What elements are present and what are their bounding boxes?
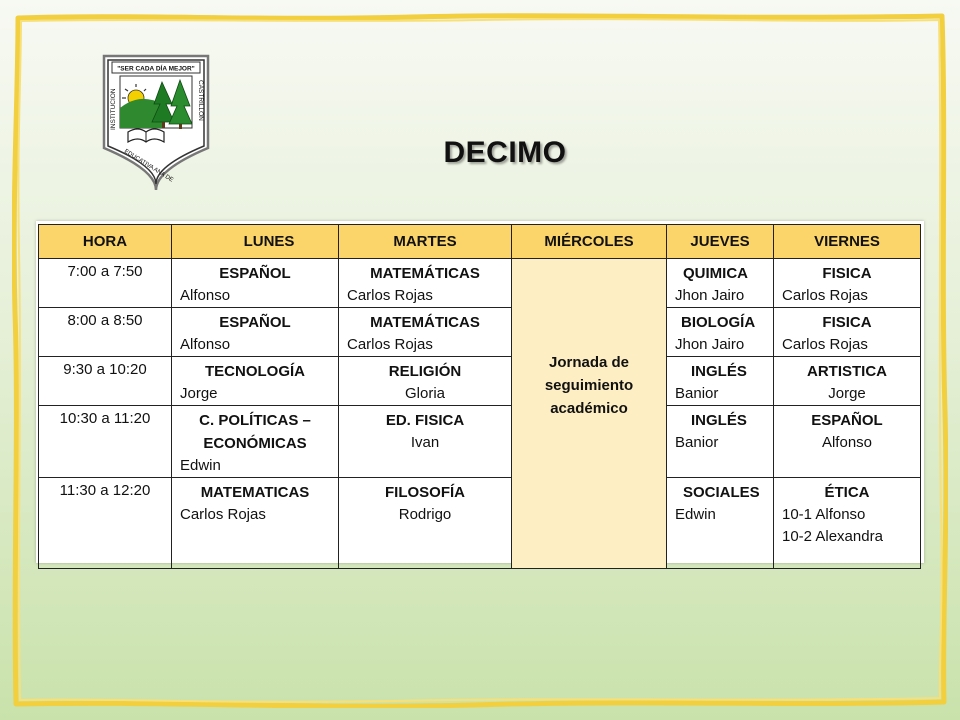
subject-label: INGLÉS	[691, 412, 747, 429]
teacher-label: Carlos Rojas	[782, 336, 868, 353]
teacher-label: Edwin	[180, 457, 221, 474]
subject-label: ESPAÑOL	[811, 412, 883, 429]
miercoles-jornada-cell	[512, 259, 667, 569]
teacher-label: Ivan	[410, 434, 440, 451]
header-martes: MARTES	[339, 225, 512, 259]
subject-label: SOCIALES	[683, 484, 760, 501]
header-jueves: JUEVES	[667, 225, 774, 259]
table-row	[39, 357, 921, 406]
logo-ring-left: INSTITUCION	[110, 88, 117, 130]
schedule-table-container	[36, 221, 924, 563]
lunes-cell	[172, 478, 339, 569]
teacher-label: Banior	[675, 385, 719, 402]
logo-motto: "SER CADA DÍA MEJOR"	[117, 65, 195, 73]
table-row	[39, 406, 921, 478]
teacher-label: Alfonso	[180, 287, 231, 304]
teacher-label: Jhon Jairo	[675, 287, 745, 304]
subject-label: FISICA	[822, 265, 872, 282]
header-viernes: VIERNES	[774, 225, 921, 259]
martes-cell	[339, 357, 512, 406]
jueves-cell	[667, 259, 774, 308]
teacher-label: Carlos Rojas	[347, 336, 433, 353]
martes-cell	[339, 406, 512, 478]
teacher-label: Jhon Jairo	[675, 336, 745, 353]
subject-label: C. POLÍTICAS –	[199, 412, 311, 429]
teacher-label-2: 10-2 Alexandra	[782, 528, 883, 545]
lunes-cell	[172, 259, 339, 308]
schedule-table	[38, 224, 921, 569]
teacher-label: Carlos Rojas	[180, 506, 266, 523]
subject-label: RELIGIÓN	[388, 363, 462, 380]
viernes-cell	[774, 357, 921, 406]
teacher-label: Jorge	[180, 385, 218, 402]
martes-cell	[339, 478, 512, 569]
header-miercoles: MIÉRCOLES	[512, 225, 667, 259]
lunes-cell	[172, 357, 339, 406]
jueves-cell	[667, 478, 774, 569]
subject-label: ÉTICA	[824, 484, 870, 501]
subject-label: ED. FISICA	[385, 412, 465, 429]
lunes-cell	[172, 406, 339, 478]
teacher-label: Alfonso	[180, 336, 231, 353]
subject-label: ARTISTICA	[807, 363, 887, 380]
viernes-cell	[774, 259, 921, 308]
teacher-label: Banior	[675, 434, 719, 451]
teacher-label: 10-1 Alfonso	[782, 506, 866, 523]
jueves-cell	[667, 406, 774, 478]
teacher-label: Edwin	[675, 506, 716, 523]
teacher-label: Carlos Rojas	[347, 287, 433, 304]
subject-label: ESPAÑOL	[219, 314, 291, 331]
jueves-cell	[667, 357, 774, 406]
jornada-line: Jornada de	[548, 354, 630, 371]
table-row	[39, 308, 921, 357]
viernes-cell	[774, 308, 921, 357]
viernes-cell	[774, 478, 921, 569]
jueves-cell	[667, 308, 774, 357]
subject-label: ESPAÑOL	[219, 265, 291, 282]
subject-label: MATEMATICAS	[200, 484, 310, 501]
martes-cell	[339, 259, 512, 308]
subject-label: INGLÉS	[691, 363, 747, 380]
table-row	[39, 259, 921, 308]
subject-label: FILOSOFÍA	[385, 484, 465, 501]
time-cell: 7:00 a 7:50	[39, 259, 172, 308]
teacher-label: Rodrigo	[398, 506, 452, 523]
teacher-label: Jorge	[828, 385, 866, 402]
subject-label: BIOLOGÍA	[681, 314, 756, 331]
lunes-cell	[172, 308, 339, 357]
jornada-line: seguimiento	[544, 377, 634, 394]
time-cell: 10:30 a 11:20	[39, 406, 172, 478]
viernes-cell	[774, 406, 921, 478]
logo-ring-bottom: EDUCATIVA ANA DE	[122, 148, 175, 184]
teacher-label: Alfonso	[821, 434, 873, 451]
time-cell: 11:30 a 12:20	[39, 478, 172, 569]
time-cell: 9:30 a 10:20	[39, 357, 172, 406]
jornada-line: académico	[550, 400, 628, 417]
martes-cell	[339, 308, 512, 357]
teacher-label: Gloria	[404, 385, 445, 402]
page-title: DECIMO	[443, 136, 567, 169]
subject-label-line2: ECONÓMICAS	[203, 435, 307, 452]
subject-label: TECNOLOGÍA	[205, 363, 305, 380]
subject-label: MATEMÁTICAS	[370, 314, 480, 331]
table-row	[39, 478, 921, 569]
school-logo	[100, 52, 212, 194]
header-hora: HORA	[39, 225, 172, 259]
logo-ring-right: CASTRILLON	[197, 80, 204, 121]
header-lunes: LUNES	[172, 225, 339, 259]
teacher-label: Carlos Rojas	[782, 287, 868, 304]
time-cell: 8:00 a 8:50	[39, 308, 172, 357]
subject-label: QUIMICA	[683, 265, 748, 282]
table-header-row	[39, 225, 921, 259]
subject-label: MATEMÁTICAS	[370, 265, 480, 282]
subject-label: FISICA	[822, 314, 872, 331]
